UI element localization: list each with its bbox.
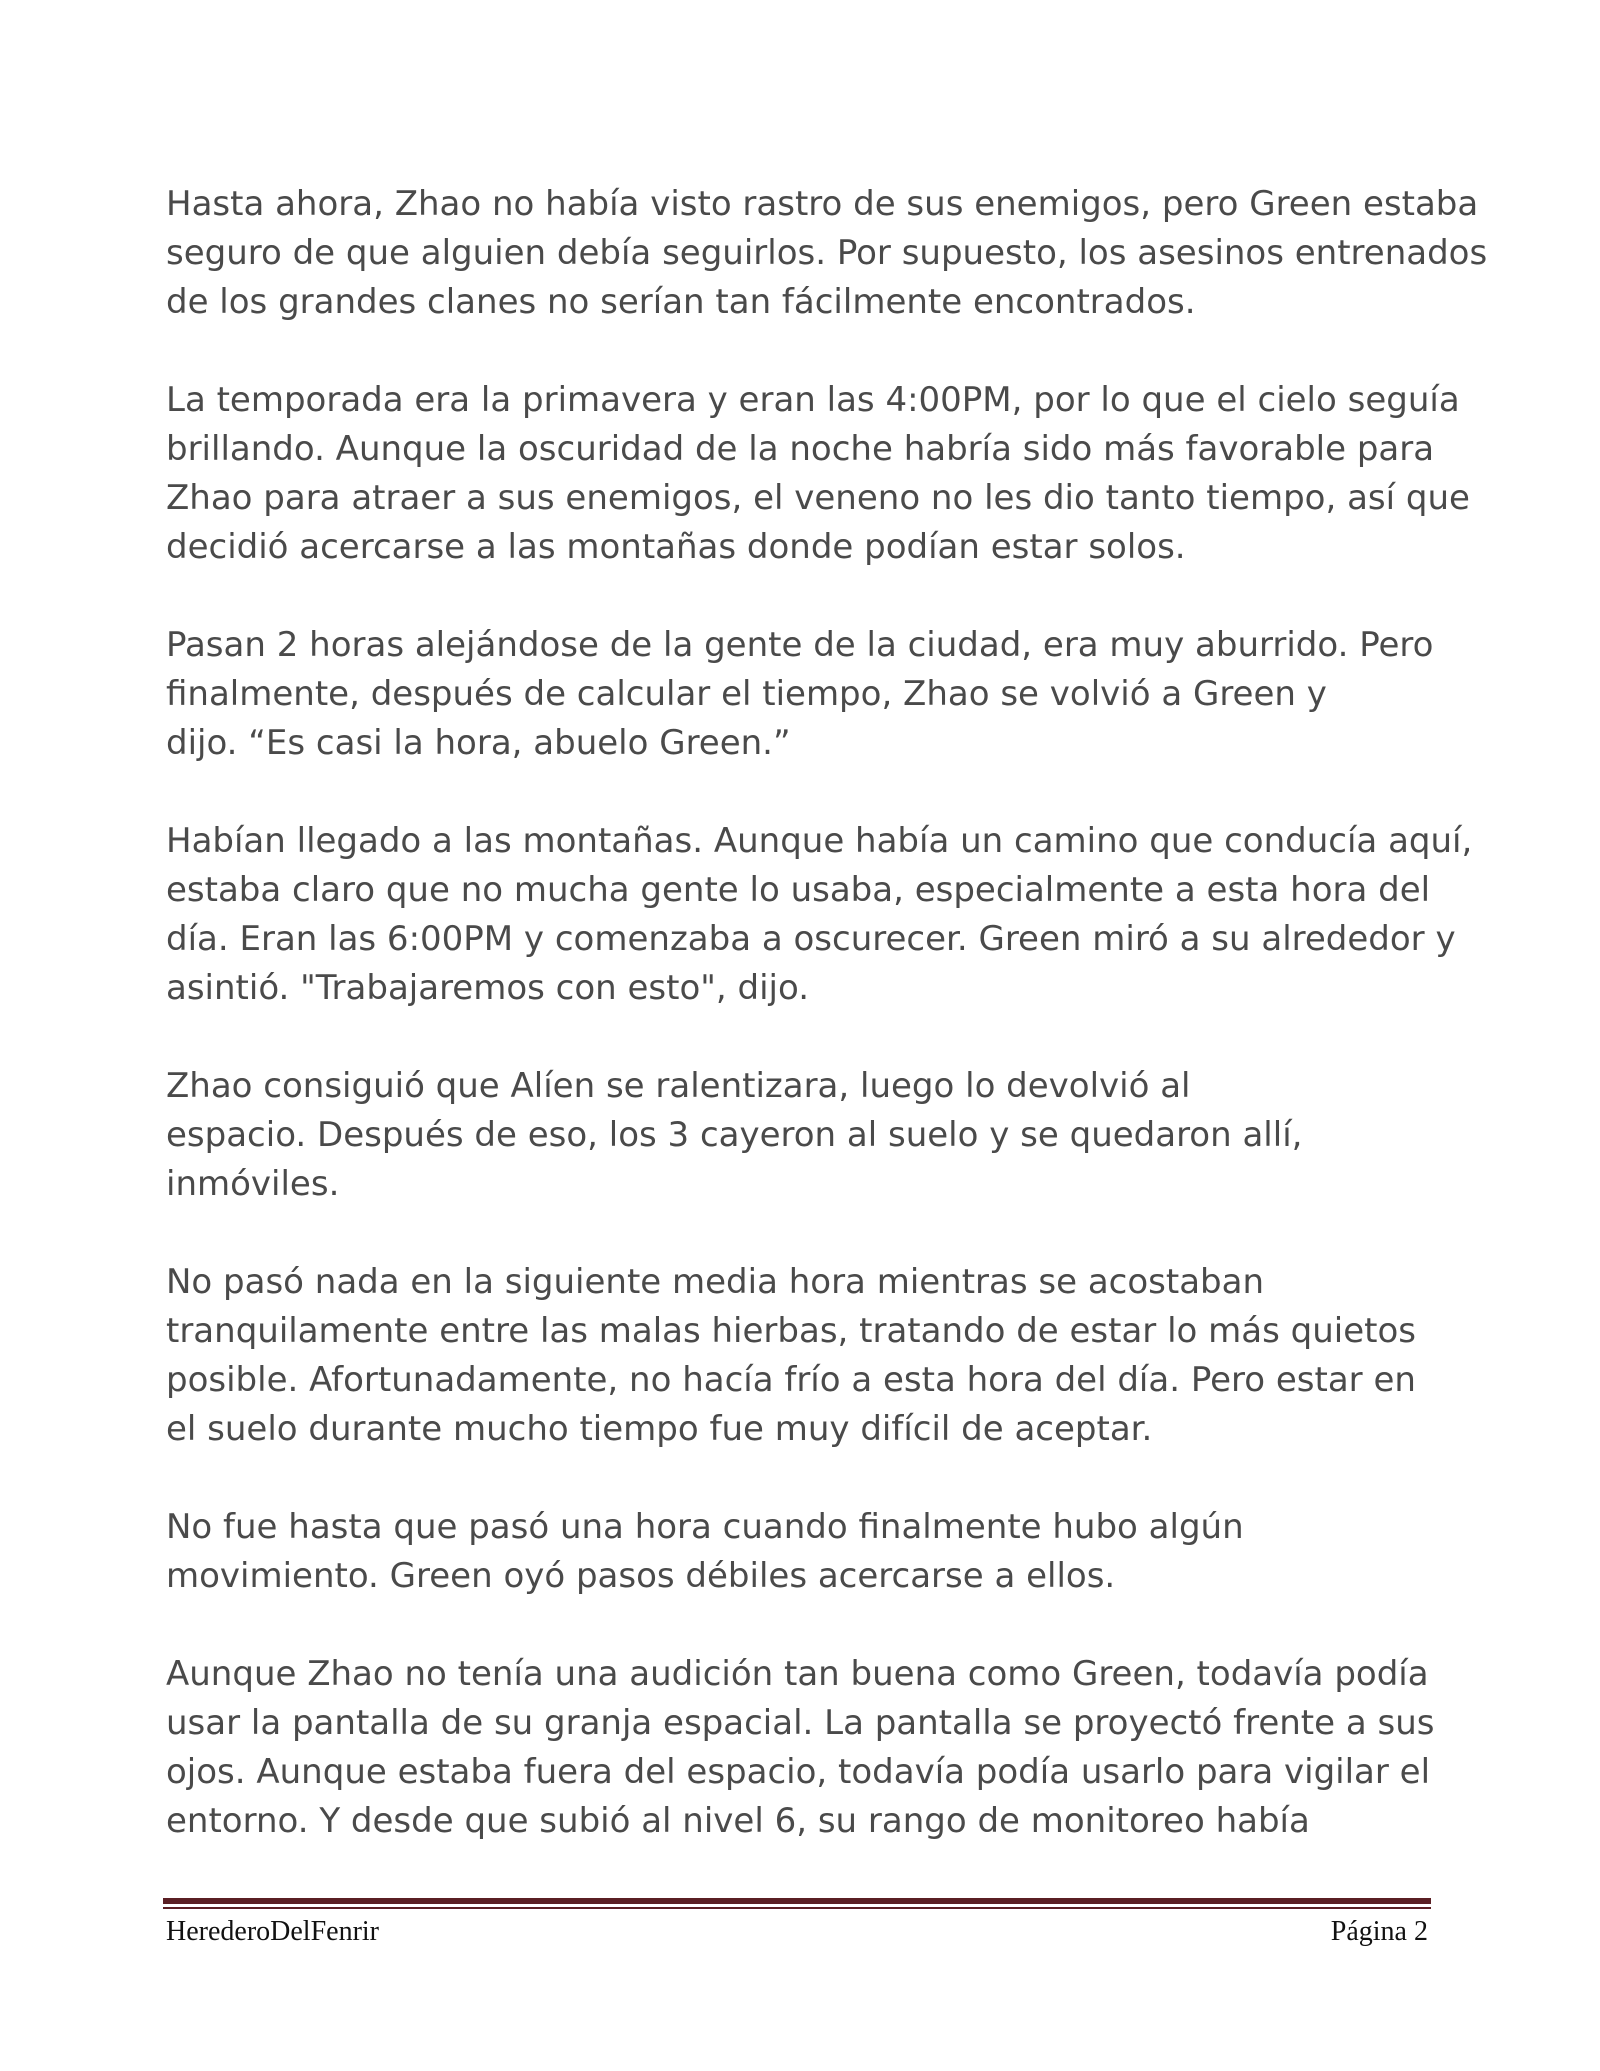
text-line: ojos. Aunque estaba fuera del espacio, todavía podía usarlo para vigilar el [166,1752,1431,1792]
text-line: entorno. Y desde que subió al nivel 6, su rango de monitoreo había [166,1801,1310,1841]
text-line: Zhao para atraer a sus enemigos, el veneno no les dio tanto tiempo, así que [166,478,1470,518]
text-line: usar la pantalla de su granja espacial. La pantalla se proyectó frente a sus [166,1703,1435,1743]
text-line: espacio. Después de eso, los 3 cayeron al suelo y se quedaron allí, [166,1115,1303,1155]
text-line: estaba claro que no mucha gente lo usaba, especialmente a esta hora del [166,870,1431,910]
paragraph [166,621,1436,768]
footer-divider [163,1898,1431,1904]
text-line: movimiento. Green oyó pasos débiles acercarse a ellos. [166,1556,1116,1596]
body-text [166,180,1488,1895]
text-line: Hasta ahora, Zhao no había visto rastro de sus enemigos, pero Green estaba [166,184,1479,224]
footer-author: HerederoDelFenrir [166,1916,380,1947]
paragraph [166,817,1473,1013]
text-line: día. Eran las 6:00PM y comenzaba a oscurecer. Green miró a su alrededor y [166,919,1456,959]
text-line: inmóviles. [166,1164,340,1204]
text-line: posible. Afortunadamente, no hacía frío a esta hora del día. Pero estar en [166,1360,1416,1400]
page-footer [166,1912,1428,1952]
text-line: brillando. Aunque la oscuridad de la noche habría sido más favorable para [166,429,1435,469]
paragraph [166,376,1470,572]
text-line: La temporada era la primavera y eran las 4:00PM, por lo que el cielo seguía [166,380,1460,420]
paragraph [166,180,1488,327]
text-line: asintió. "Trabajaremos con esto", dijo. [166,968,810,1008]
text-line: Zhao consiguió que Alíen se ralentizara, luego lo devolvió al [166,1066,1191,1106]
paragraph [166,1503,1436,1601]
text-line: No pasó nada en la siguiente media hora mientras se acostaban [166,1262,1265,1302]
text-line: finalmente, después de calcular el tiempo, Zhao se volvió a Green y [166,674,1327,714]
text-line: tranquilamente entre las malas hierbas, tratando de estar lo más quietos [166,1311,1416,1351]
paragraph [166,1650,1436,1846]
text-line: No fue hasta que pasó una hora cuando finalmente hubo algún [166,1507,1244,1547]
text-line: Habían llegado a las montañas. Aunque había un camino que conducía aquí, [166,821,1473,861]
text-line: decidió acercarse a las montañas donde podían estar solos. [166,527,1186,567]
text-line: seguro de que alguien debía seguirlos. Por supuesto, los asesinos entrenados [166,233,1488,273]
text-line: dijo. “Es casi la hora, abuelo Green.” [166,723,791,763]
text-line: el suelo durante mucho tiempo fue muy difícil de aceptar. [166,1409,1153,1449]
text-line: Pasan 2 horas alejándose de la gente de la ciudad, era muy aburrido. Pero [166,625,1434,665]
text-line: Aunque Zhao no tenía una audición tan buena como Green, todavía podía [166,1654,1429,1694]
paragraph [166,1062,1436,1209]
footer-divider-thin [163,1907,1431,1909]
footer-page-number: Página 2 [1330,1916,1428,1947]
paragraph [166,1258,1436,1454]
text-line: de los grandes clanes no serían tan fácilmente encontrados. [166,282,1196,322]
